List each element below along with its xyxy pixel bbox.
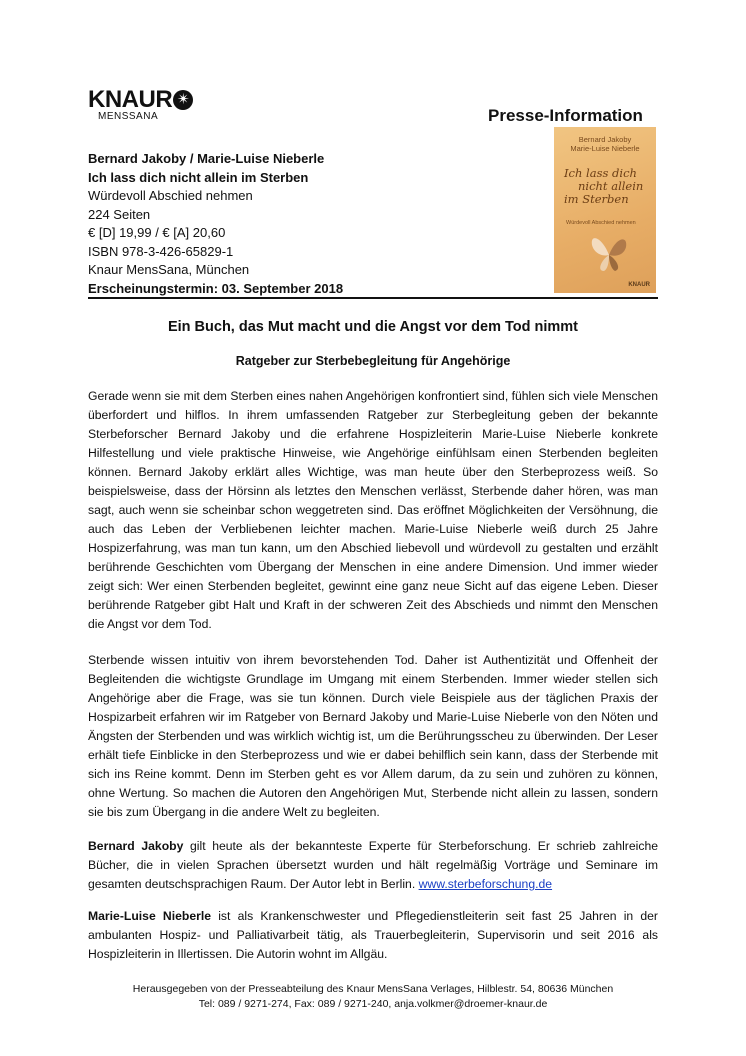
paragraph-author-nieberle [88, 907, 658, 964]
paragraph-book-description: Gerade wenn sie mit dem Sterben eines nahen Angehörigen konfrontiert sind, fühlen sich viele Menschen überfordert und hilflos. In ihrem umfassenden Ratgeber zur Sterbegleitung geben der bekannte Sterbeforscher Bernard Jakoby und die erfahrene Hospizleiterin Marie-Luise Nieberle konkrete Hilfestellung und viele praktische Hinweise, wie Angehörige einfühlsam einen Sterbenden begleiten können. Bernard Jakoby erklärt alles Wichtige, was man heute über den Sterbeprozess weiß. So beispielsweise, dass der Hörsinn als letztes den Menschen verlässt, Sterbende daher hören, was man sagt, auch wenn sie scheinbar schon weggetreten sind. Das eröffnet Möglichkeiten der Versöhnung, die auch das Leben der Verbliebenen leichter machen. Marie-Luise Nieberle weiß durch 25 Jahre Hospizerfahrung, was man tun kann, um den Abschied liebevoll und würdevoll zu gestalten und erzählt berührende Geschichten vom Übergang der Menschen in eine andere Dimension. Und immer wieder zeigt sich: Wer einen Sterbenden begleitet, gewinnt eine ganz neue Sicht auf das eigene Leben. Dieser berührende Ratgeber gibt Halt und Kraft in der schweren Zeit des Abschieds und nimmt den Menschen die Angst vor dem Tod. [88, 389, 658, 631]
press-information-heading: Presse-Information [488, 106, 643, 125]
cover-author-2: Marie-Luise Nieberle [570, 144, 640, 153]
book-title: Ich lass dich nicht allein im Sterben [88, 169, 309, 185]
butterfly-icon [588, 231, 630, 275]
footer-address: Herausgegeben von der Presseabteilung des Knaur MensSana Verlages, Hilblestr. 54, 80636 München [132, 983, 614, 995]
cover-title-line: im Sterben [564, 192, 629, 206]
book-release-date: Erscheinungstermin: 03. September 2018 [88, 280, 344, 296]
cover-title-line: Ich lass dich [564, 166, 637, 180]
cover-publisher: KNAUR [628, 282, 650, 288]
author-bio-jakoby: gilt heute als der bekannteste Experte für Sterbeforschung. Er schrieb zahlreiche Bücher, die in vielen Sprachen übersetzt wurden und hält regelmäßig Vorträge und Seminare im gesamten deutschsprachigen Raum. Der Autor lebt in Berlin. [88, 839, 659, 891]
cover-title [564, 167, 652, 206]
press-headline: Ein Buch, das Mut macht und die Angst vor dem Tod nimmt [167, 319, 579, 335]
book-isbn: ISBN 978-3-426-65829-1 [88, 243, 234, 259]
book-pages: 224 Seiten [88, 206, 151, 222]
press-subheadline: Ratgeber zur Sterbebegleitung für Angehörige [235, 354, 511, 368]
book-publisher: Knaur MensSana, München [88, 262, 250, 277]
author-bio-nieberle: ist als Krankenschwester und Pflegedienstleiterin seit fast 25 Jahren in der ambulanten Hospiz- und Palliativarbeit tätig, als Trauerbegleiterin, Supervisorin und seit 2016 als Hospizleiterin in Illertissen. Die Autorin wohnt im Allgäu. [88, 909, 658, 961]
book-cover-image [554, 127, 656, 293]
cover-subtitle: Würdevoll Abschied nehmen [566, 220, 636, 226]
paragraph-author-jakoby [88, 837, 658, 894]
book-subtitle: Würdevoll Abschied nehmen [88, 188, 253, 203]
logo-brand: KNAUR [88, 86, 173, 113]
logo-star-icon: ✴ [173, 90, 193, 110]
book-price: € [D] 19,99 / € [A] 20,60 [88, 225, 226, 240]
sterbeforschung-link[interactable]: www.sterbeforschung.de [418, 877, 553, 891]
footer-contact: Tel: 089 / 9271-274, Fax: 089 / 9271-240, anja.volkmer@droemer-knaur.de [198, 998, 548, 1010]
paragraph-book-content: Sterbende wissen intuitiv von ihrem bevorstehenden Tod. Daher ist Authentizität und Offenheit der Begleitenden die wichtigste Grundlage im Umgang mit einem Sterbenden. Immer wieder stellen sich Angehörige aber die Frage, was sie tun können. Durch viele Beispiele aus der täglichen Praxis der Hospizarbeit erfahren wir im Ratgeber von Bernard Jakoby und Marie-Luise Nieberle von den Nöten und Ängsten der Sterbenden und was wirklich wichtig ist, um die Berührungsscheu zu überwinden. Der Leser erhält tiefe Einblicke in den Sterbeprozess und wie er dabei behilflich sein kann, dass der Sterbende mit sich ins Reine kommt. Denn im Sterben geht es vor Allem darum, da zu sein und zuhören zu können, ohne Wertung. So machen die Autoren den Angehörigen Mut, Sterbende nicht allein zu lassen, sondern sie bis zum Übergang in die andere Welt zu begleiten. [88, 653, 658, 819]
logo-subbrand: MENSSANA [98, 111, 159, 122]
cover-authors [554, 135, 656, 153]
footer-publisher-contact [88, 982, 658, 1012]
book-authors: Bernard Jakoby / Marie-Luise Nieberle [88, 151, 325, 166]
header-divider [88, 297, 658, 299]
author-name-nieberle: Marie-Luise Nieberle [88, 909, 212, 923]
cover-title-line: nicht allein [578, 179, 644, 193]
knaur-menssana-logo [88, 88, 193, 122]
book-info-block [88, 150, 343, 298]
cover-author-1: Bernard Jakoby [578, 135, 632, 144]
author-name-jakoby: Bernard Jakoby [88, 839, 184, 853]
